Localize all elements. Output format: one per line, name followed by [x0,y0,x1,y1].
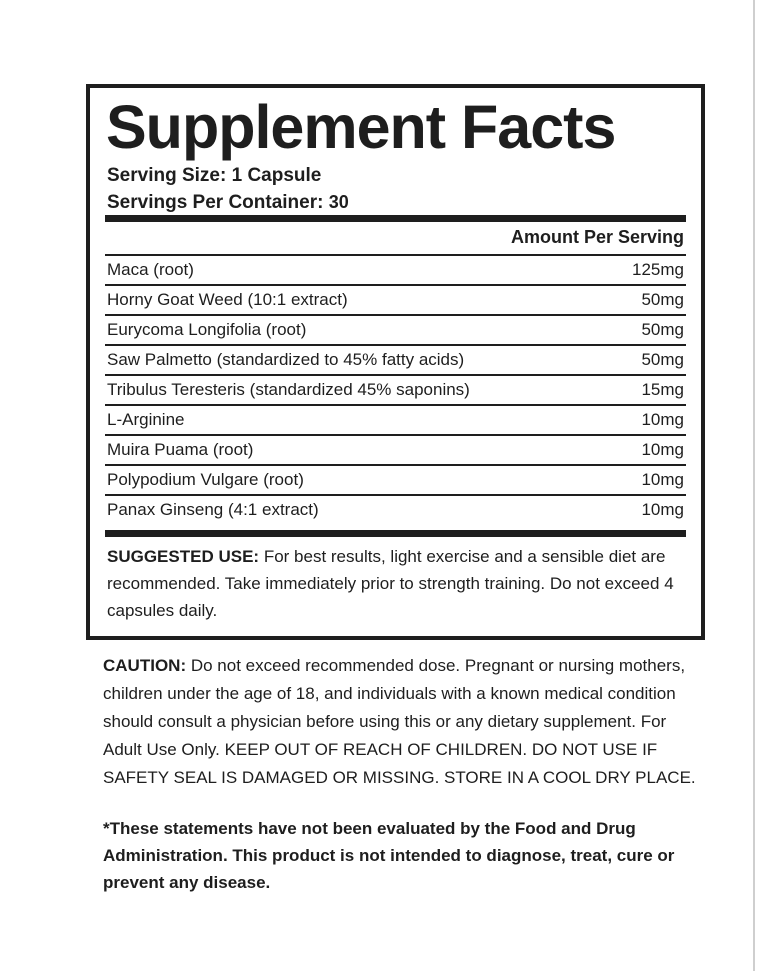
serving-size: Serving Size: 1 Capsule [107,165,322,186]
ingredients-table [105,256,686,524]
ingredient-row [105,286,686,316]
ingredient-name: Muira Puama (root) [107,440,254,459]
caution-body: Do not exceed recommended dose. Pregnant or nursing mothers, children under the age of 18, and individuals with a known medical condition should consult a physician before using this or any dietary supplement. For Adult Use Only. KEEP OUT OF REACH OF CHILDREN. DO NOT USE IF SAFETY SEAL IS DAMAGED OR MISSING. STORE IN A COOL DRY PLACE. [103,656,696,787]
ingredient-amount: 10mg [641,500,684,519]
ingredient-amount: 50mg [641,290,684,309]
ingredient-row [105,346,686,376]
servings-per-container-label: Servings Per Container: [107,192,324,213]
ingredient-amount: 125mg [632,260,684,279]
ingredient-name: Panax Ginseng (4:1 extract) [107,500,319,519]
suggested-use-text [107,543,681,624]
ingredient-row [105,496,686,524]
fda-disclaimer: *These statements have not been evaluated by the Food and Drug Administration. This product is not intended to diagnose, treat, cure or prevent any disease. [103,819,675,892]
ingredient-name: Horny Goat Weed (10:1 extract) [107,290,348,309]
ingredient-amount: 50mg [641,350,684,369]
ingredient-name: Eurycoma Longifolia (root) [107,320,307,339]
ingredient-name: Saw Palmetto (standardized to 45% fatty acids) [107,350,465,369]
suggested-use-label: SUGGESTED USE: [107,547,260,566]
ingredient-name: L-Arginine [107,410,185,429]
ingredient-row [105,316,686,346]
ingredient-name: Maca (root) [107,260,194,279]
amount-per-serving-header: Amount Per Serving [510,227,684,247]
thick-divider-bottom [105,530,686,537]
suggested-use-body: For best results, light exercise and a sensible diet are recommended. Take immediately prior to strength training. Do not exceed 4 capsules daily. [107,547,674,620]
ingredient-name: Tribulus Teresteris (standardized 45% saponins) [107,380,470,399]
ingredient-amount: 10mg [641,440,684,459]
ingredient-row [105,466,686,496]
ingredient-amount: 15mg [641,380,684,399]
ingredient-row [105,436,686,466]
thick-divider-top [105,215,686,222]
ingredient-row [105,256,686,286]
ingredient-amount: 10mg [641,410,684,429]
ingredient-row [105,406,686,436]
panel-title: Supplement Facts [106,93,616,161]
servings-per-container [107,190,349,215]
ingredient-amount: 50mg [641,320,684,339]
supplement-facts-panel [86,84,705,640]
caution-text [103,652,703,792]
ingredient-name: Polypodium Vulgare (root) [107,470,304,489]
ingredient-row [105,376,686,406]
page-edge-divider [753,0,755,971]
caution-label: CAUTION: [103,656,187,675]
ingredient-amount: 10mg [641,470,684,489]
servings-per-container-value: 30 [328,192,349,212]
